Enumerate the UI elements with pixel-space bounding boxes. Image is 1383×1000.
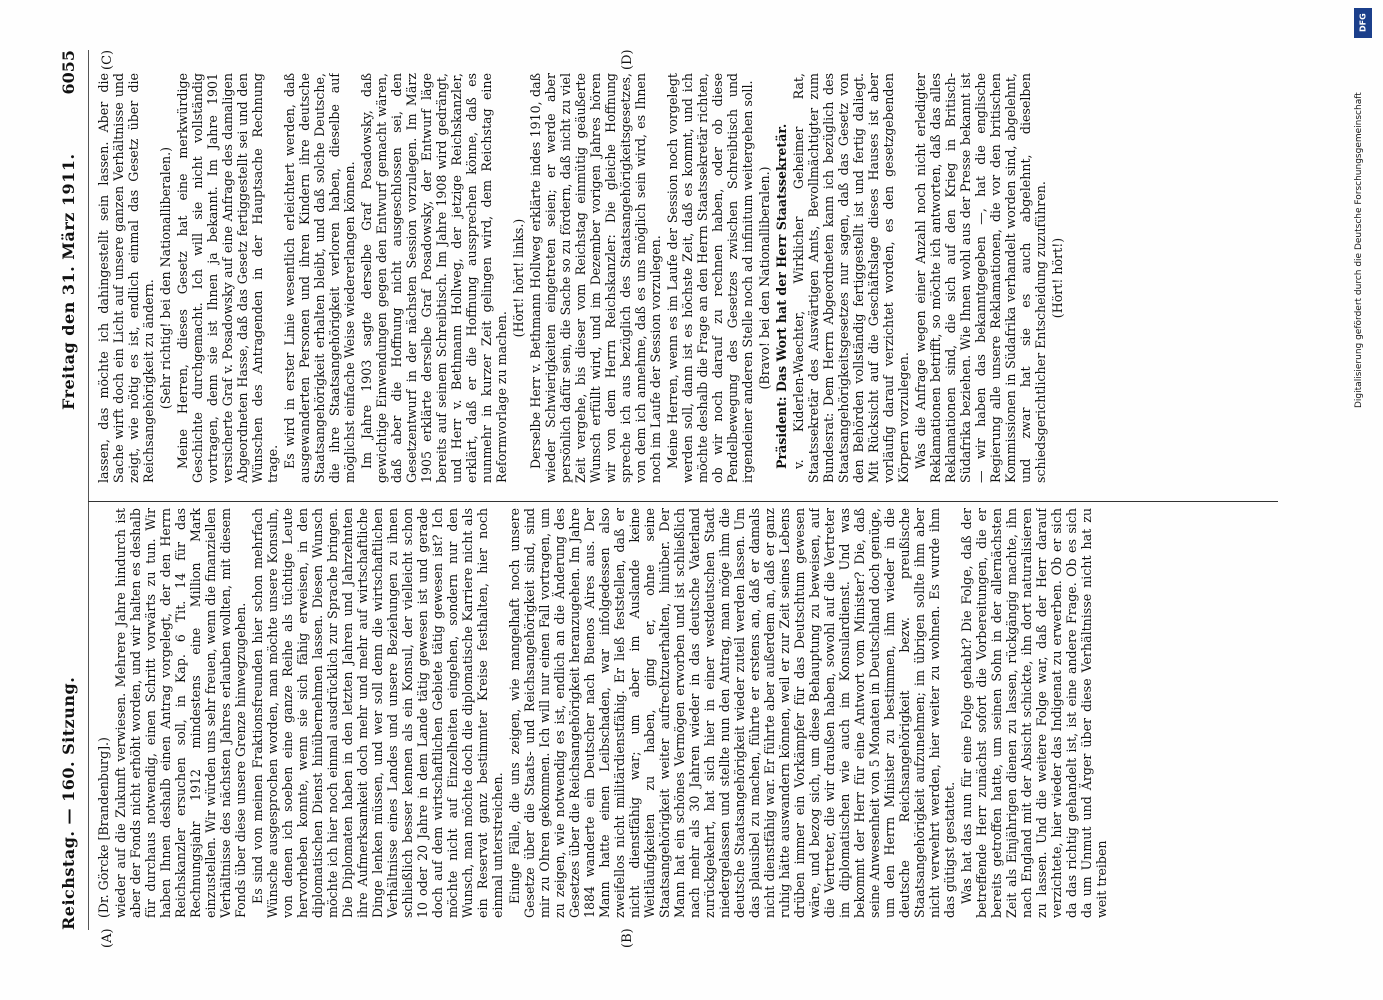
paragraph: wieder auf die Zukunft verwiesen. Mehrere Jahre hindurch ist aber der Fonds nicht erhöht worden, und wir halten es deshalb für durchaus notwendig, einen Schritt vorwärts zu tun. Wir haben Ihnen deshalb einen Antrag vorgelegt, der den Herrn Reichskanzler ersuchen soll, in Kap. 6 Tit. 14 für das Rechnungsjahr 1912 mindestens eine Million Mark einzustellen. Wir würden uns sehr freuen, wenn die finanziellen Verhältnisse des nächsten Jahres erlauben wollten, mit diesem Fonds über diese unsere Grenze hinwegzugehen. (113, 508, 248, 918)
interjection: (Bravo! bei den Nationalliberalen.) (757, 166, 772, 390)
funding-note: Digitalisierung gefördert durch die Deutsche Forschungsgemeinschaft (1354, 92, 1364, 408)
interjection: (Hört! hört!) (1050, 237, 1065, 319)
header-date: Freitag den 31. März 1911. (59, 153, 78, 410)
margin-mark-b: (B) (620, 928, 635, 948)
header-rule (88, 50, 89, 930)
interjection: (Hört! hört! links.) (511, 218, 526, 338)
left-column (96, 508, 1296, 918)
dfg-logo: DFG (1354, 8, 1372, 38)
funding-sidebar (1352, 8, 1374, 993)
paragraph: Was hat das nun für eine Folge gehabt? Die Folge, daß der betreffende Herr zunächst sofort die Vorbereitungen, die er bereits getroffen hatte, um seinen Sohn in der allernächsten Zeit als Einjährigen dienen zu lassen, rückgängig machte, ihn nach England mit der Absicht schickte, ihn dort naturalisieren zu lassen. Und die weitere Folge war, daß der Herr darauf verzichtete, hier wieder das Indigenat zu erwerben. Ob er sich da das richtig gehandelt ist, ist eine andere Frage. Ob es sich da um Unmut und Ärger über diese Verhältnisse nicht hat zu weit treiben (959, 508, 1109, 918)
interjection: (Sehr richtig! bei den Nationalliberalen.) (158, 146, 173, 410)
president-line: Präsident: Das Wort hat der Herr Staatssekretär. (774, 123, 789, 469)
column-divider (88, 501, 1278, 502)
paragraph: Es wird in erster Linie wesentlich erleichtert werden, daß ausgewanderten Personen und ihren Kindern ihre deutsche Staatsangehörigkeit erhalten bleibt, und daß solche Deutsche, die ihre Staatsangehörigkeit verloren haben, dieselbe auf möglichst einfache Weise wiedererlangen können. (282, 73, 357, 483)
paragraph: Meine Herren, wenn es im Laufe der Session noch vorgelegt werden soll, dann ist es höchste Zeit, daß es kommt, und ich möchte deshalb die Frage an den Herrn Staatssekretär richten, ob wir noch darauf zu rechnen haben, oder ob diese Pendelbewegung des Gesetzes zwischen Schreibtisch und irgendeiner anderen Stelle noch ad infinitum weitergehen soll. (665, 73, 755, 483)
paragraph: Es sind von meinen Fraktionsfreunden hier schon mehrfach Wünsche ausgesprochen worden, man möchte unsere Konsuln, von denen ich soeben eine ganze Reihe als tüchtige Leute hervorheben konnte, wenn sie sich fähig erweisen, in den diplomatischen Dienst hinübernehmen lassen. Diesen Wunsch möchte ich hier noch einmal ausdrücklich zur Sprache bringen. Die Diplomaten haben in den letzten Jahren und Jahrzehnten ihre Aufmerksamkeit doch mehr und mehr auf wirtschaftliche Dinge lenken müssen, und wer soll denn die wirtschaftlichen Verhältnisse eines Landes und unsere Beziehungen zu ihnen schließlich besser kennen als ein Konsul, der vielleicht schon 10 oder 20 Jahre in dem Lande tätig gewesen ist und gerade doch auf dem wirtschaftlichen Gebiete tätig gewesen ist? Ich möchte nicht auf Einzelheiten eingehen, sondern nur den Wunsch, man möchte doch die diplomatische Karriere nicht als ein Reservat ganz bestimmter Kreise festhalten, hier noch einmal unterstreichen. (250, 508, 505, 918)
margin-mark-c: (C) (100, 49, 115, 70)
paragraph: Einige Fälle, die uns zeigen, wie mangelhaft noch unsere Gesetze über die Staats- und Reichsangehörigkeit sind, sind mir zu Ohren gekommen. Ich will nur einen Fall vortragen, um zu zeigen, wie notwendig es ist, endlich an die Änderung des Gesetzes über die Reichsangehörigkeit heranzugehen. Im Jahre 1884 wanderte ein Deutscher nach Buenos Aires aus. Der Mann hatte einen Leibschaden, war infolgedessen also zweifellos nicht militärdienstfähig. Er ließ feststellen, daß er nicht dienstfähig war; um aber im Auslande keine Weitläufigkeiten zu haben, ging er, ohne seine Staatsangehörigkeit weiter aufrechtzuerhalten, hinüber. Der Mann hat ein schönes Vermögen erworben und ist schließlich nach mehr als 30 Jahren wieder in das deutsche Vaterland zurückgekehrt, hat sich hier in einer westdeutschen Stadt niedergelassen und stellte nun den Antrag, man möge ihm die deutsche Staatsangehörigkeit wieder zuteil werden lassen. Um das plausibel zu machen, führte er erstens an, daß er damals nicht dienstfähig war. Er führte aber außerdem an, daß er ganz ruhig hätte auswandern können, weil er zur Zeit seines Lebens drüben immer ein Vorkämpfer für das Deutschtum gewesen wäre, und bezog sich, um diese Behauptung zu beweisen, auf die Vertreter, die wir draußen haben, sowohl auf die Vertreter im diplomatischen wie auch im Konsulardienst. Und was bekommt der Herr für eine Antwort vom Minister? Die, daß seine Anwesenheit von 5 Monaten in Deutschland doch genüge, um den Herrn Minister zu bestimmen, ihm wieder in die deutsche Reichsangehörigkeit bezw. preußische Staatsangehörigkeit aufzunehmen; im übrigen sollte ihm aber nicht verwehrt werden, hier weiter zu wohnen. Es wurde ihm das gütigst gestattet. (507, 508, 957, 918)
paragraph: v. Kiderlen-Waechter, Wirklicher Geheimer Rat, Staatssekretär des Auswärtigen Amts, Bevollmächtigter zum Bundesrat: Dem Herrn Abgeordneten kann ich bezüglich des Staatsangehörigkeitsgesetzes nur sagen, daß das Gesetz von den Behörden vollständig fertiggestellt ist und fertig daliegt. Mit Rücksicht auf die Geschäftslage dieses Hauses ist aber vorläufig darauf verzichtet worden, es den gesetzgebenden Körpern vorzulegen. (791, 73, 911, 483)
page-number: 6055 (59, 50, 78, 95)
paragraph: lassen, das möchte ich dahingestellt sein lassen. Aber die Sache wirft doch ein Licht auf unsere ganzen Verhältnisse und zeigt, wie nötig es ist, endlich einmal das Gesetz über die Reichsangehörigkeit zu ändern. (96, 73, 156, 483)
margin-mark-a: (A) (100, 928, 115, 948)
header-left: Reichstag. — 160. Sitzung. (59, 676, 78, 930)
page-header (55, 50, 85, 930)
paragraph: Was die Anfrage wegen einer Anzahl noch nicht erledigter Reklamationen betrifft, so möchte ich antworten, daß das alles Reklamationen sind, die sich auf den Krieg in Britisch-Südafrika beziehen. Wie Ihnen wohl aus der Presse bekannt ist — wir haben das bekanntgegeben —, hat die englische Regierung alle unsere Reklamationen, die vor den britischen Kommissionen in Südafrika verhandelt worden sind, abgelehnt, und zwar hat sie es auch abgelehnt, dieselben schiedsgerichtlicher Entscheidung zuzuführen. (913, 73, 1048, 483)
speaker-line: (Dr. Görcke [Brandenburg].) (96, 737, 111, 918)
paragraph: Im Jahre 1903 sagte derselbe Graf Posadowsky, daß gewichtige Einwendungen gegen den Entwurf gemacht wären, daß aber die Hoffnung nicht ausgeschlossen sei, den Gesetzentwurf in der nächsten Session vorzulegen. Im März 1905 erklärte derselbe Graf Posadowsky, der Entwurf läge bereits auf seinem Schreibtisch. Im Jahre 1908 wird gedrängt, und Herr v. Bethmann Hollweg, der jetzige Reichskanzler, erklärt, daß er die Hoffnung aussprechen könne, daß es nunmehr in kurzer Zeit gelingen wird, dem Reichstag eine Reformvorlage zu machen. (359, 73, 509, 483)
right-column (96, 73, 1296, 483)
margin-mark-d: (D) (620, 49, 635, 70)
paragraph: Derselbe Herr v. Bethmann Hollweg erklärte indes 1910, daß wieder Schwierigkeiten eingetreten seien; er werde aber persönlich dafür sein, die Sache so zu fördern, daß nicht zu viel Zeit vergehe, bis dieser vom Reichstag einmütig geäußerte Wunsch erfüllt wird, und im Dezember vorigen Jahres hören wir von dem Herrn Reichskanzler: Die gleiche Hoffnung spreche ich aus bezüglich des Staatsangehörigkeitsgesetzes, von dem ich annehme, daß es uns möglich sein wird, es Ihnen noch im Laufe der Session vorzulegen. (528, 73, 663, 483)
paragraph: Meine Herren, dieses Gesetz hat eine merkwürdige Geschichte durchgemacht. Ich will sie nicht vollständig vortragen, denn sie ist Ihnen ja bekannt. Im Jahre 1901 versicherte Graf v. Posadowsky auf eine Anfrage des damaligen Abgeordneten Hasse, daß das Gesetz fertiggestellt sei und den Wünschen des Antragenden in der Hauptsache Rechnung trage. (175, 73, 280, 483)
